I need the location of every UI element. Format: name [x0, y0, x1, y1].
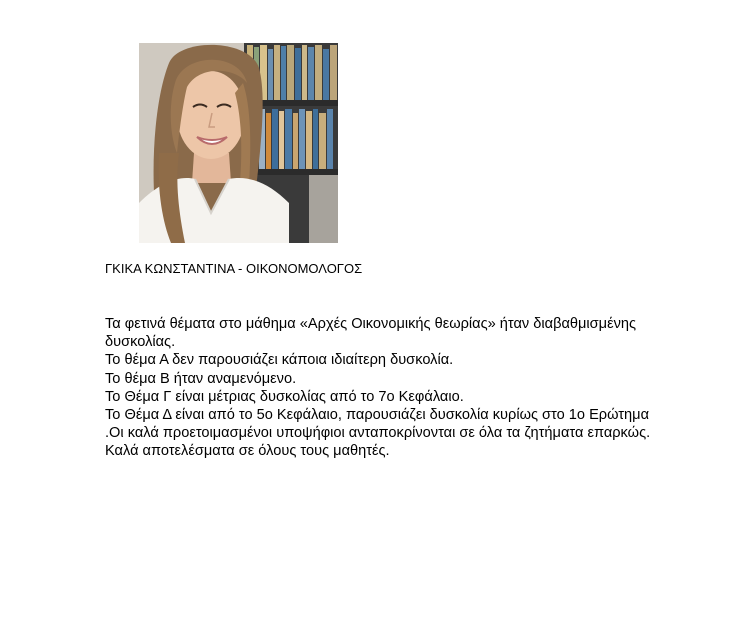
- commentary-paragraph: Το Θέμα Γ είναι μέτριας δυσκολίας από το 7ο Κεφάλαιο.: [105, 388, 464, 405]
- commentary-paragraph: Το θέμα Β ήταν αναμενόμενο.: [105, 370, 297, 387]
- author-name: ΓΚΙΚΑ ΚΩΝΣΤΑΝΤΙΝΑ - ΟΙΚΟΝΟΜΟΛΟΓΟΣ: [105, 261, 363, 276]
- exam-commentary: [105, 315, 665, 461]
- commentary-paragraph: Το Θέμα Δ είναι από το 5ο Κεφάλαιο, παρουσιάζει δυσκολία κυρίως στο 1ο Ερώτημα .Οι καλά προετοιμασμένοι υποψήφιοι ανταποκρίνονται σε όλα τα ζητήματα επαρκώς.: [105, 407, 651, 442]
- commentary-paragraph: Καλά αποτελέσματα σε όλους τους μαθητές.: [105, 443, 390, 460]
- commentary-paragraph: Τα φετινά θέματα στο μάθημα «Αρχές Οικονομικής θεωρίας» ήταν διαβαθμισμένης δυσκολίας.: [105, 316, 637, 351]
- portrait-photo-icon: [139, 43, 338, 243]
- author-photo: [139, 43, 338, 243]
- commentary-paragraph: Το θέμα Α δεν παρουσιάζει κάποια ιδιαίτερη δυσκολία.: [105, 352, 454, 369]
